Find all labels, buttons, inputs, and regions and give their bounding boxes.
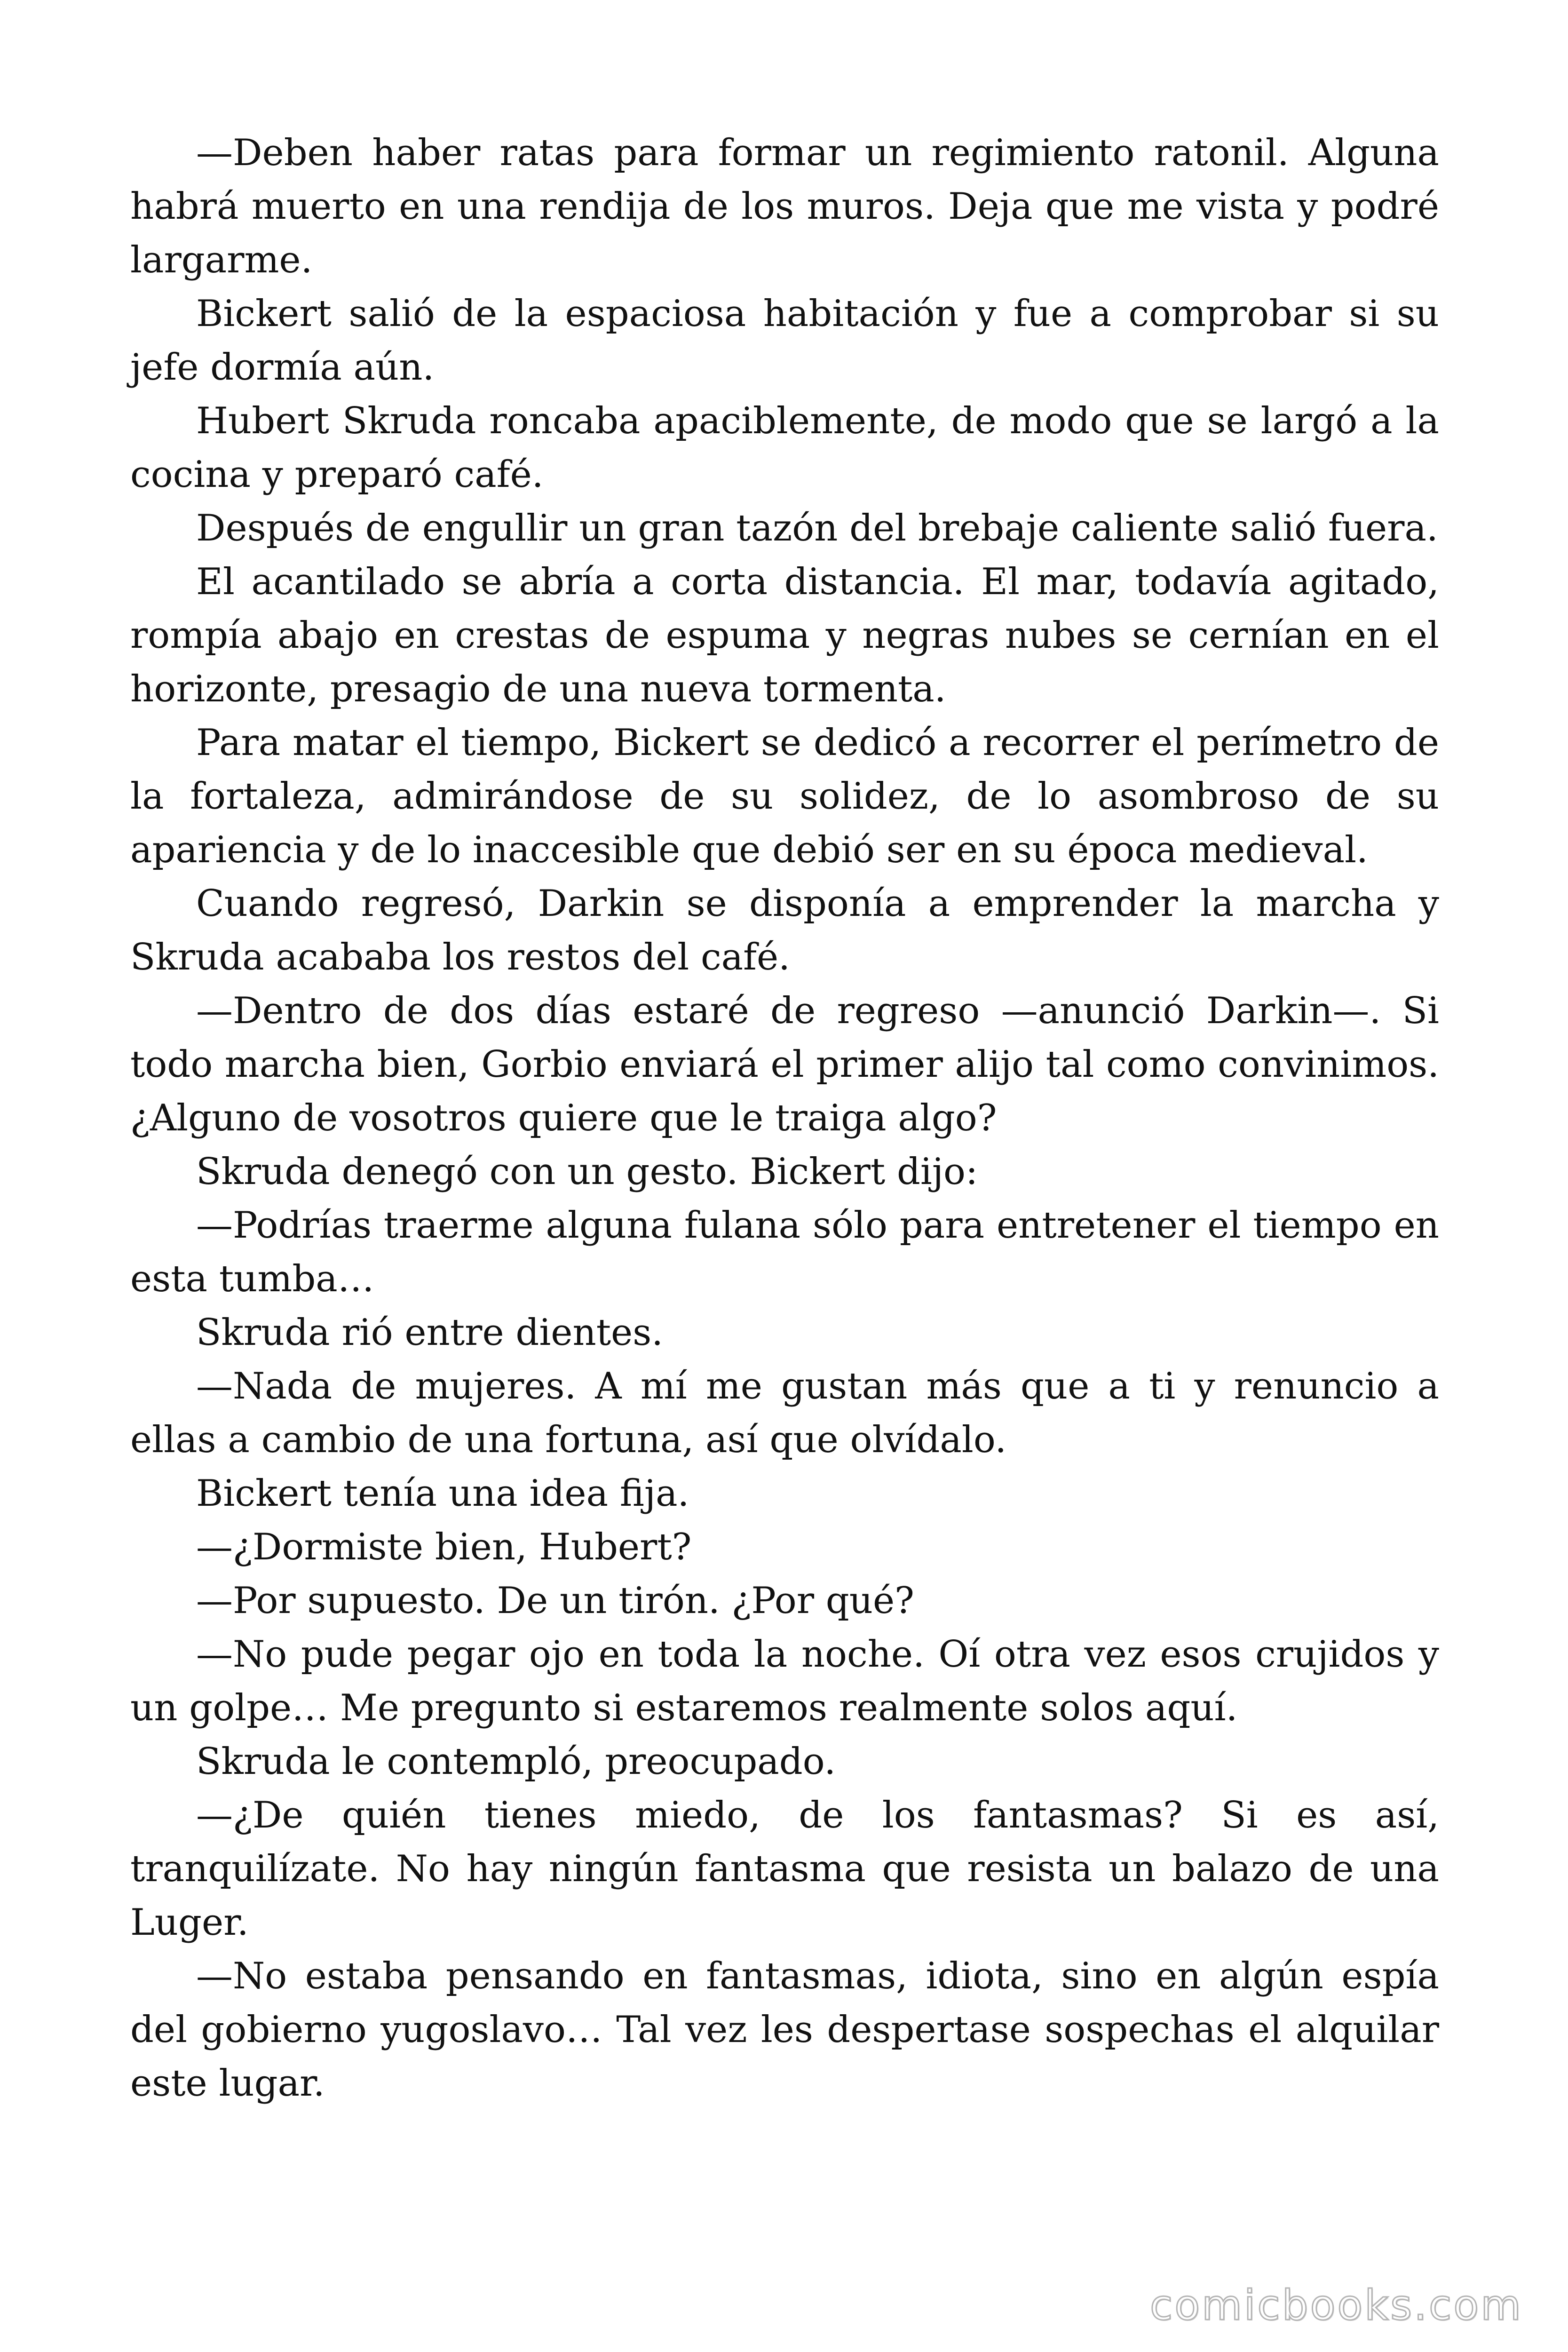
paragraph: Para matar el tiempo, Bickert se dedicó a recorrer el perímetro de la fortaleza, admirándose de su solidez, de lo asombroso de su apariencia y de lo inaccesible que debió ser en su época medieval.	[130, 722, 1439, 871]
paragraph: Skruda rió entre dientes.	[196, 1311, 664, 1354]
paragraph: —No estaba pensando en fantasmas, idiota, sino en algún espía del gobierno yugoslavo… Tal vez les despertase sospechas el alquilar este lugar.	[130, 1955, 1439, 2105]
paragraph: Después de engullir un gran tazón del brebaje caliente salió fuera.	[196, 507, 1438, 549]
paragraph: Bickert salió de la espaciosa habitación y fue a comprobar si su jefe dormía aún.	[130, 293, 1439, 389]
paragraph: Hubert Skruda roncaba apaciblemente, de modo que se largó a la cocina y preparó café.	[130, 400, 1439, 496]
paragraph: —Dentro de dos días estaré de regreso —anunció Darkin—. Si todo marcha bien, Gorbio enviará el primer alijo tal como convinimos. ¿Alguno de vosotros quiere que le traiga algo?	[130, 990, 1439, 1139]
paragraph: —Deben haber ratas para formar un regimiento ratonil. Alguna habrá muerto en una rendija de los muros. Deja que me vista y podré largarme.	[130, 132, 1439, 281]
paragraph: Skruda le contempló, preocupado.	[196, 1740, 836, 1783]
paragraph: Skruda denegó con un gesto. Bickert dijo:	[196, 1151, 978, 1193]
paragraph: —Por supuesto. De un tirón. ¿Por qué?	[196, 1580, 914, 1622]
watermark: comicbooks.com	[1149, 2281, 1523, 2329]
paragraph: —Nada de mujeres. A mí me gustan más que a ti y renuncio a ellas a cambio de una fortuna, así que olvídalo.	[130, 1365, 1439, 1461]
paragraph: Cuando regresó, Darkin se disponía a emprender la marcha y Skruda acababa los restos del café.	[130, 882, 1439, 978]
paragraph: —¿De quién tienes miedo, de los fantasmas? Si es así, tranquilízate. No hay ningún fantasma que resista un balazo de una Luger.	[130, 1794, 1439, 1944]
paragraph: —No pude pegar ojo en toda la noche. Oí otra vez esos crujidos y un golpe… Me pregunto si estaremos realmente solos aquí.	[130, 1633, 1439, 1729]
page-text	[130, 126, 1439, 2110]
paragraph: —Podrías traerme alguna fulana sólo para entretener el tiempo en esta tumba…	[130, 1204, 1439, 1300]
paragraph: Bickert tenía una idea fija.	[196, 1472, 689, 1515]
paragraph: El acantilado se abría a corta distancia. El mar, todavía agitado, rompía abajo en crestas de espuma y negras nubes se cernían en el horizonte, presagio de una nueva tormenta.	[130, 561, 1439, 710]
paragraph: —¿Dormiste bien, Hubert?	[196, 1526, 692, 1568]
